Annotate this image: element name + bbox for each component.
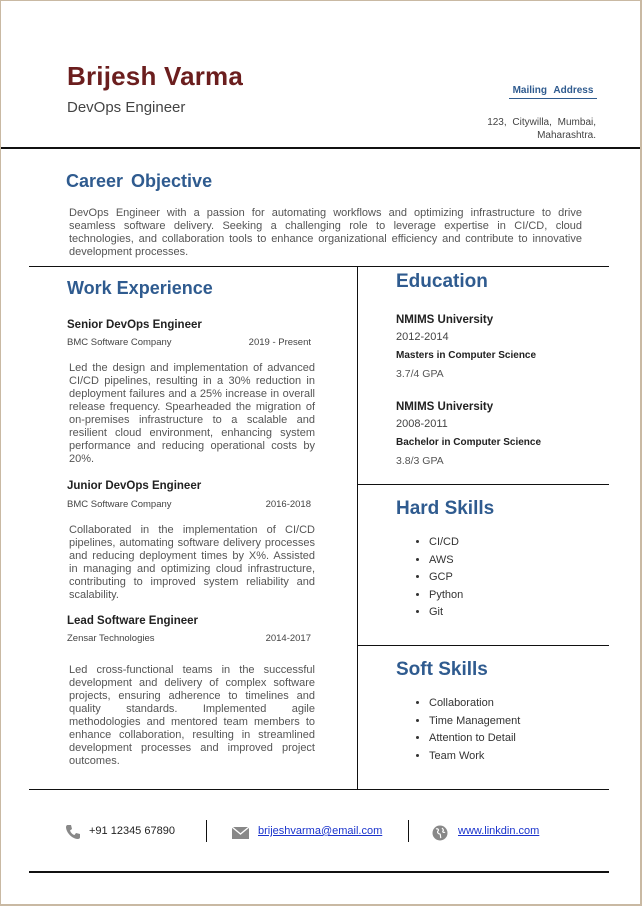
education-heading: Education: [396, 271, 488, 292]
hard-skill-item: • CI/CD: [429, 534, 463, 552]
soft-skill-item: • Collaboration: [429, 695, 520, 713]
email-icon: [232, 826, 249, 844]
job-company: BMC Software Company: [67, 337, 172, 348]
phone-number: +91 12345 67890: [89, 825, 175, 837]
header-divider: [1, 147, 640, 149]
job-company: Zensar Technologies: [67, 633, 155, 644]
footer-divider: [29, 871, 609, 873]
contact-separator: [206, 820, 207, 842]
address-line-2: Maharashtra.: [537, 130, 596, 141]
education-divider: [357, 484, 609, 485]
job-dates: 2014-2017: [265, 633, 311, 644]
column-divider: [357, 266, 358, 790]
career-objective-text: DevOps Engineer with a passion for automating workflows and optimizing infrastructure to drive seamless software delivery. Seeking a challenging role to leverage expertise in CI/CD, cloud technologies, and collaboration tools to enhance organizational efficiency and contribute to innovative development processes.: [69, 207, 582, 258]
hard-skill-item: • Git: [429, 604, 463, 622]
education-school: NMIMS University: [396, 314, 494, 326]
soft-skill-item: • Time Management: [429, 713, 520, 731]
job-title: Junior DevOps Engineer: [67, 480, 202, 492]
job-company: BMC Software Company: [67, 499, 172, 510]
candidate-name: Brijesh Varma: [67, 61, 244, 91]
globe-icon: [432, 825, 448, 846]
job-title: Lead Software Engineer: [67, 615, 199, 627]
soft-skills-list: [411, 695, 520, 765]
email-link[interactable]: brijeshvarma@email.com: [258, 825, 383, 837]
mailing-address-label: Mailing Address: [509, 85, 597, 99]
job-title: Senior DevOps Engineer: [67, 319, 202, 331]
education-years: 2012-2014: [396, 331, 449, 343]
soft-skills-heading: Soft Skills: [396, 659, 488, 680]
education-gpa: 3.8/3 GPA: [396, 455, 444, 467]
career-objective-heading: Career Objective: [66, 171, 213, 191]
hard-skill-item: • Python: [429, 587, 463, 605]
work-experience-heading: Work Experience: [67, 278, 213, 298]
job-dates: 2016-2018: [265, 499, 311, 510]
resume-page: [1, 1, 640, 904]
education-school: NMIMS University: [396, 401, 494, 413]
hard-skills-heading: Hard Skills: [396, 498, 495, 519]
job-description: Led the design and implementation of advanced CI/CD pipelines, resulting in a 30% reduction in deployment failures and a 25% increase in overall release frequency. Spearheaded the migration of on-premises infrastructure to a scalable and resilient cloud environment, enhancing system performance and reducing operational costs by 20%.: [69, 362, 315, 465]
address-line-1: 123, Citywilla, Mumbai,: [487, 117, 596, 128]
job-description: Collaborated in the implementation of CI/CD pipelines, automating software delivery processes and reducing deployment times by X%. Assisted in managing and optimizing cloud infrastructure, contributing to improved system reliability and scalability.: [69, 524, 315, 601]
contact-separator: [408, 820, 409, 842]
education-degree: Masters in Computer Science: [396, 350, 537, 361]
candidate-role: DevOps Engineer: [67, 99, 186, 116]
mailing-address: [471, 116, 596, 142]
job-description: Led cross-functional teams in the successful development and delivery of complex software projects, ensuring adherence to timelines and quality standards. Implemented agile methodologies and mentored team members to enhance collaboration, resulting in streamlined development processes and improved project outcomes.: [69, 664, 315, 767]
soft-skill-item: • Attention to Detail: [429, 730, 520, 748]
body-bottom-divider: [29, 789, 609, 790]
hard-skill-item: • AWS: [429, 552, 463, 570]
website-link[interactable]: www.linkdin.com: [458, 825, 540, 837]
education-gpa: 3.7/4 GPA: [396, 368, 444, 380]
objective-divider: [29, 266, 609, 267]
education-degree: Bachelor in Computer Science: [396, 437, 542, 448]
hard-skills-divider: [357, 645, 609, 646]
hard-skill-item: • GCP: [429, 569, 463, 587]
job-dates: 2019 - Present: [248, 337, 311, 348]
phone-icon: [65, 824, 81, 845]
education-years: 2008-2011: [396, 418, 448, 430]
soft-skill-item: • Team Work: [429, 748, 520, 766]
hard-skills-list: [411, 534, 463, 622]
